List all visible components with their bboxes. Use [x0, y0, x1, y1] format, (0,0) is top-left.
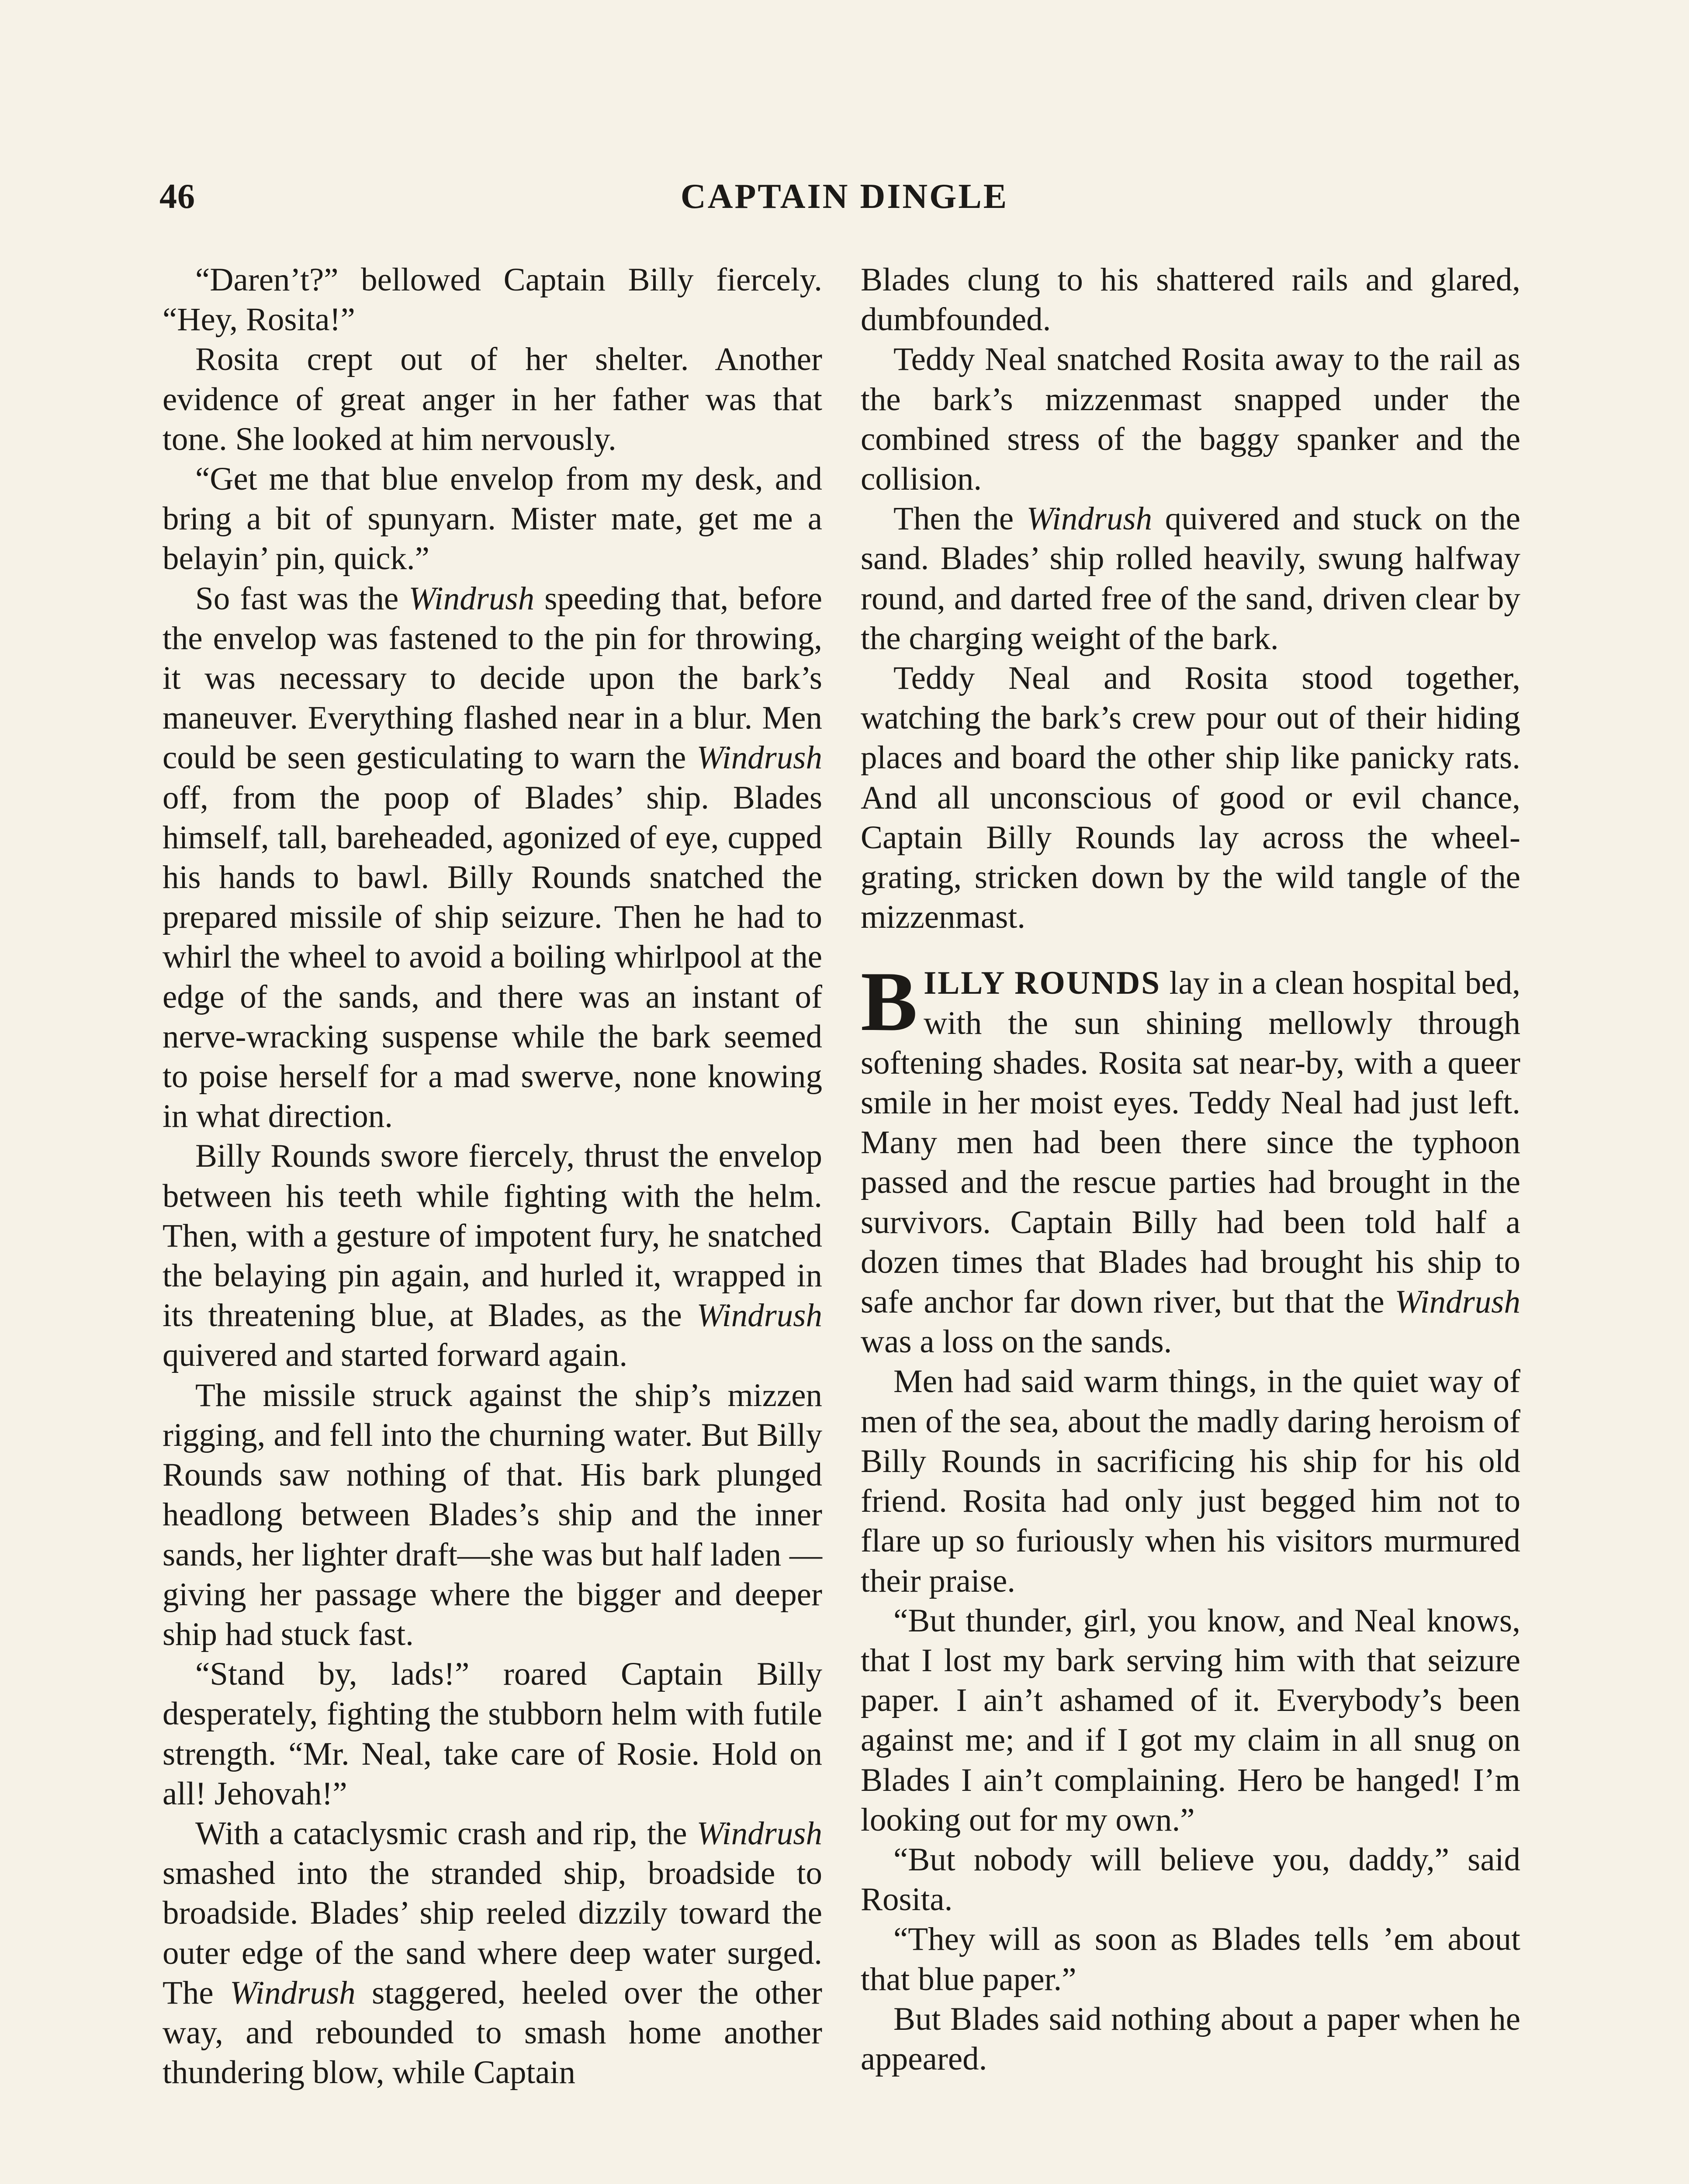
- paragraph: [861, 1999, 1520, 2079]
- running-title: CAPTAIN DINGLE: [680, 177, 1009, 216]
- text-run: smashed into the stranded ship, broadside to broadside. Blades’ ship reeled dizzily toward the outer edge of the sand where deep water surged. The: [163, 1855, 822, 2011]
- text-run: Teddy Neal snatched Rosita away to the rail as the bark’s mizzenmast snapped under the combined stress of the baggy spanker and the collision.: [861, 341, 1520, 498]
- text-run: Billy Rounds swore fiercely, thrust the envelop between his teeth while fighting with the helm. Then, with a gesture of impotent fury, he snatched the belaying pin again, and hurled it, wrapped in its threatening blue, at Blades, as the: [163, 1138, 822, 1334]
- paragraph: [861, 260, 1520, 339]
- text-run: speeding that, before the envelop was fastened to the pin for throwing, it was necessary to decide upon the bark’s maneuver. Everything flashed near in a blur. Men could be seen gesticulating to warn the: [163, 580, 823, 776]
- text-run: “They will as soon as Blades tells ’em about that blue paper.”: [861, 1921, 1520, 1997]
- text-run: lay in a clean hospital bed, with the sun shining mellowly through softening shades. Rosita sat near-by, with a queer smile in her moist eyes. Teddy Neal had just left. Many men had been there since the typhoon passed and the rescue parties had brought in the survivors. Captain Billy had been told half a dozen times that Blades had brought his ship to safe anchor far down river, but that the: [861, 965, 1520, 1320]
- right-column: [861, 260, 1520, 2079]
- text-run: “Daren’t?” bellowed Captain Billy fiercely. “Hey, Rosita!”: [163, 262, 822, 338]
- paragraph: [861, 1840, 1520, 1919]
- paragraph: [861, 499, 1520, 658]
- text-run: The missile struck against the ship’s mizzen rigging, and fell into the churning water. But Billy Rounds saw nothing of that. His bark plunged headlong between Blades’s ship and the inner sands, her lighter draft—she was but half laden —giving her passage where the bigger and deeper ship had stuck fast.: [163, 1377, 822, 1652]
- text-run: Men had said warm things, in the quiet way of men of the sea, about the madly daring heroism of Billy Rounds in sacrificing his ship for his old friend. Rosita had only just begged him not to flare up so furiously when his visitors murmured their praise.: [861, 1363, 1520, 1599]
- ship-name: Windrush: [1395, 1284, 1520, 1320]
- paragraph: [163, 339, 822, 459]
- text-run: staggered, heeled over the other way, and rebounded to smash home another thundering blow, while Captain: [163, 1974, 822, 2091]
- text-run: quivered and stuck on the sand. Blades’ ship rolled heavily, swung halfway round, and darted free of the sand, driven clear by the charging weight of the bark.: [861, 501, 1520, 657]
- text-run: So fast was the: [195, 580, 409, 617]
- paragraph: [163, 260, 822, 339]
- text-run: quivered and started forward again.: [163, 1337, 628, 1374]
- text-run: “Get me that blue envelop from my desk, and bring a bit of spunyarn. Mister mate, get me a belayin’ pin, quick.”: [163, 461, 822, 577]
- text-run: Blades clung to his shattered rails and glared, dumbfounded.: [861, 262, 1520, 338]
- paragraph: [861, 954, 1520, 1362]
- ship-name: Windrush: [696, 1297, 822, 1334]
- text-run: “But thunder, girl, you know, and Neal knows, that I lost my bark serving him with that seizure paper. I ain’t ashamed of it. Everybody’s been against me; and if I got my claim in all snug on Blades I ain’t complaining. Hero be hanged! I’m looking out for my own.”: [861, 1602, 1520, 1838]
- ship-name: Windrush: [408, 580, 535, 617]
- text-run: But Blades said nothing about a paper when he appeared.: [861, 2001, 1520, 2077]
- paragraph: [163, 1814, 822, 2092]
- text-run: Then the: [893, 501, 1027, 537]
- paragraph: [861, 1362, 1520, 1600]
- text-run: With a cataclysmic crash and rip, the: [195, 1815, 697, 1852]
- text-run: “But nobody will believe you, daddy,” said Rosita.: [861, 1841, 1520, 1918]
- text-run: “Stand by, lads!” roared Captain Billy desperately, fighting the stubborn helm with futile strength. “Mr. Neal, take care of Rosie. Hold on all! Jehovah!”: [163, 1656, 822, 1812]
- paragraph: [163, 459, 822, 579]
- paragraph: [861, 1919, 1520, 1999]
- paragraph: [163, 1654, 822, 1814]
- text-run: off, from the poop of Blades’ ship. Blades himself, tall, bareheaded, agonized of eye, cupped his hands to bawl. Billy Rounds snatched the prepared missile of ship seizure. Then he had to whirl the wheel to avoid a boiling whirlpool at the edge of the sands, and there was an instant of nerve-wracking suspense while the bark seemed to poise herself for a mad swerve, none knowing in what direction.: [163, 779, 822, 1135]
- ship-name: Windrush: [1026, 501, 1153, 537]
- lead-in: ILLY ROUNDS: [924, 965, 1161, 1002]
- drop-cap: B: [861, 954, 918, 1049]
- paragraph: [861, 339, 1520, 499]
- paragraph: [163, 579, 822, 1137]
- text-run: Rosita crept out of her shelter. Another evidence of great anger in her father was that tone. She looked at him nervously.: [163, 341, 822, 457]
- left-column: [163, 260, 822, 2092]
- paragraph: [861, 1601, 1520, 1840]
- text-run: was a loss on the sands.: [861, 1324, 1172, 1360]
- text-run: Teddy Neal and Rosita stood together, watching the bark’s crew pour out of their hiding places and board the other ship like panicky rats. And all unconscious of good or evil chance, Captain Billy Rounds lay across the wheel-grating, stricken down by the wild tangle of the mizzenmast.: [861, 660, 1520, 936]
- page-number: 46: [159, 177, 195, 216]
- paragraph: [861, 658, 1520, 937]
- paragraph: [163, 1375, 822, 1654]
- ship-name: Windrush: [230, 1974, 356, 2011]
- ship-name: Windrush: [696, 740, 822, 776]
- ship-name: Windrush: [696, 1815, 822, 1852]
- paragraph: [163, 1136, 822, 1375]
